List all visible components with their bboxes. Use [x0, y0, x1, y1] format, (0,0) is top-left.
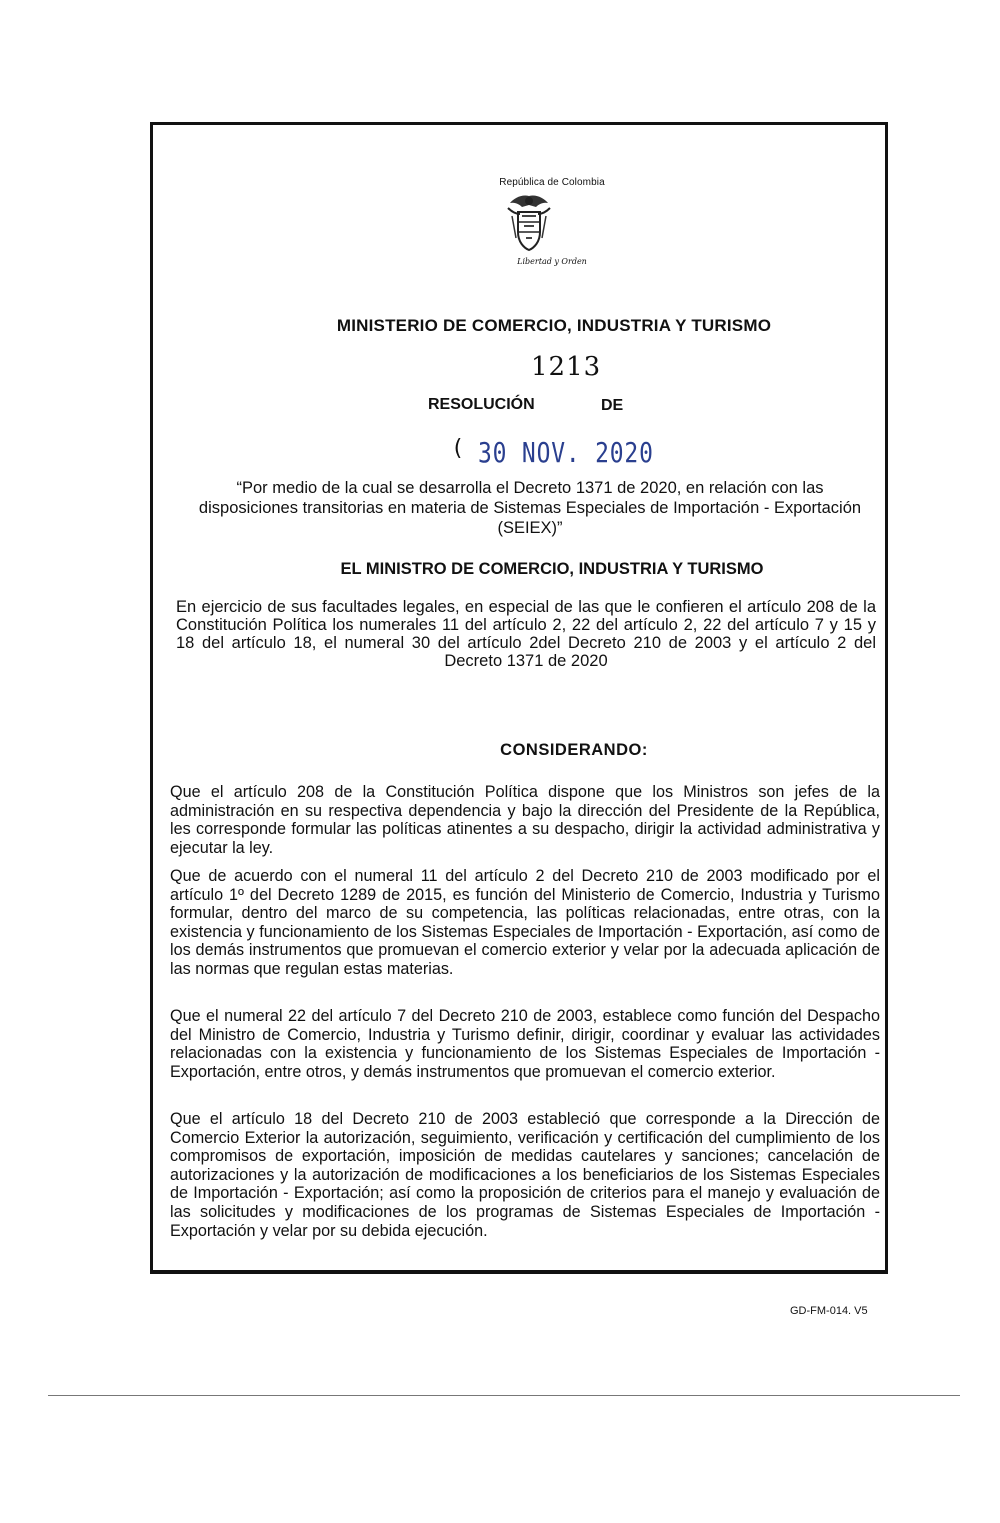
footer-divider: [48, 1395, 960, 1396]
document-border: [150, 122, 888, 1274]
form-code: GD-FM-014. V5: [790, 1305, 868, 1317]
considerando-paragraph: Que el artículo 18 del Decreto 210 de 2003 estableció que corresponde a la Dirección de Comercio Exterior la autorización, seguimiento, verificación y certificación del cumplimiento de los compromisos de exportación, imposición de medidas cautelares y sanciones; cancelación de autorizaciones y la autorización de modificaciones a los beneficiarios de los Sistemas Especiales de Importación - Exportación; así como la proposición de criterios para el manejo y evaluación de las solicitudes y modificaciones de los programas de Sistemas Especiales de Importación - Exportación y velar por su debida ejecución.: [170, 1110, 880, 1240]
resolution-label: RESOLUCIÓN: [428, 396, 535, 413]
resolution-de-label: DE: [601, 397, 624, 414]
country-name: República de Colombia: [499, 177, 605, 188]
resolution-number: 1213: [531, 352, 602, 382]
considerando-heading: CONSIDERANDO:: [500, 741, 648, 759]
date-open-paren: (: [451, 436, 465, 461]
date-stamp: 30 NOV. 2020: [478, 436, 654, 469]
legal-faculties-paragraph: En ejercicio de sus facultades legales, en especial de las que le confieren el artículo 208 de la Constitución Política los numerales 11 del artículo 2, 22 del artículo 2, 22 del artículo 7 y 15 y 18 del artículo 18, el numeral 30 del artículo 2del Decreto 210 de 2003 y el artículo 2 del Decreto 1371 de 2020: [176, 598, 876, 670]
coat-of-arms-icon: [502, 192, 556, 254]
minister-heading: EL MINISTRO DE COMERCIO, INDUSTRIA Y TURISMO: [340, 560, 764, 578]
considerando-paragraph: Que de acuerdo con el numeral 11 del artículo 2 del Decreto 210 de 2003 modificado por el artículo 1º del Decreto 1289 de 2015, es función del Ministerio de Comercio, Industria y Turismo formular, dentro del marco de su competencia, las políticas relacionadas, entre otras, con la existencia y funcionamiento de los Sistemas Especiales de Importación - Exportación, así como de los demás instrumentos que promuevan el comercio exterior y velar por la adecuada aplicación de las normas que regulan estas materias.: [170, 867, 880, 978]
national-motto: Libertad y Orden: [517, 257, 587, 266]
considerando-paragraph: Que el numeral 22 del artículo 7 del Decreto 210 de 2003, establece como función del Despacho del Ministro de Comercio, Industria y Turismo definir, dirigir, coordinar y evaluar las actividades relacionadas con la existencia y funcionamiento de los Sistemas Especiales de Importación - Exportación, entre otros, y demás instrumentos que promuevan el comercio exterior.: [170, 1007, 880, 1081]
ministry-title: MINISTERIO DE COMERCIO, INDUSTRIA Y TURISMO: [336, 316, 772, 335]
considerando-paragraph: Que el artículo 208 de la Constitución Política dispone que los Ministros son jefes de la administración en su respectiva dependencia y bajo la dirección del Presidente de la República, les corresponde formular las políticas atinentes a su despacho, dirigir la actividad administrativa y ejecutar la ley.: [170, 783, 880, 857]
resolution-subject: “Por medio de la cual se desarrolla el Decreto 1371 de 2020, en relación con las disposiciones transitorias en materia de Sistemas Especiales de Importación - Exportación (SEIEX)”: [198, 479, 862, 537]
